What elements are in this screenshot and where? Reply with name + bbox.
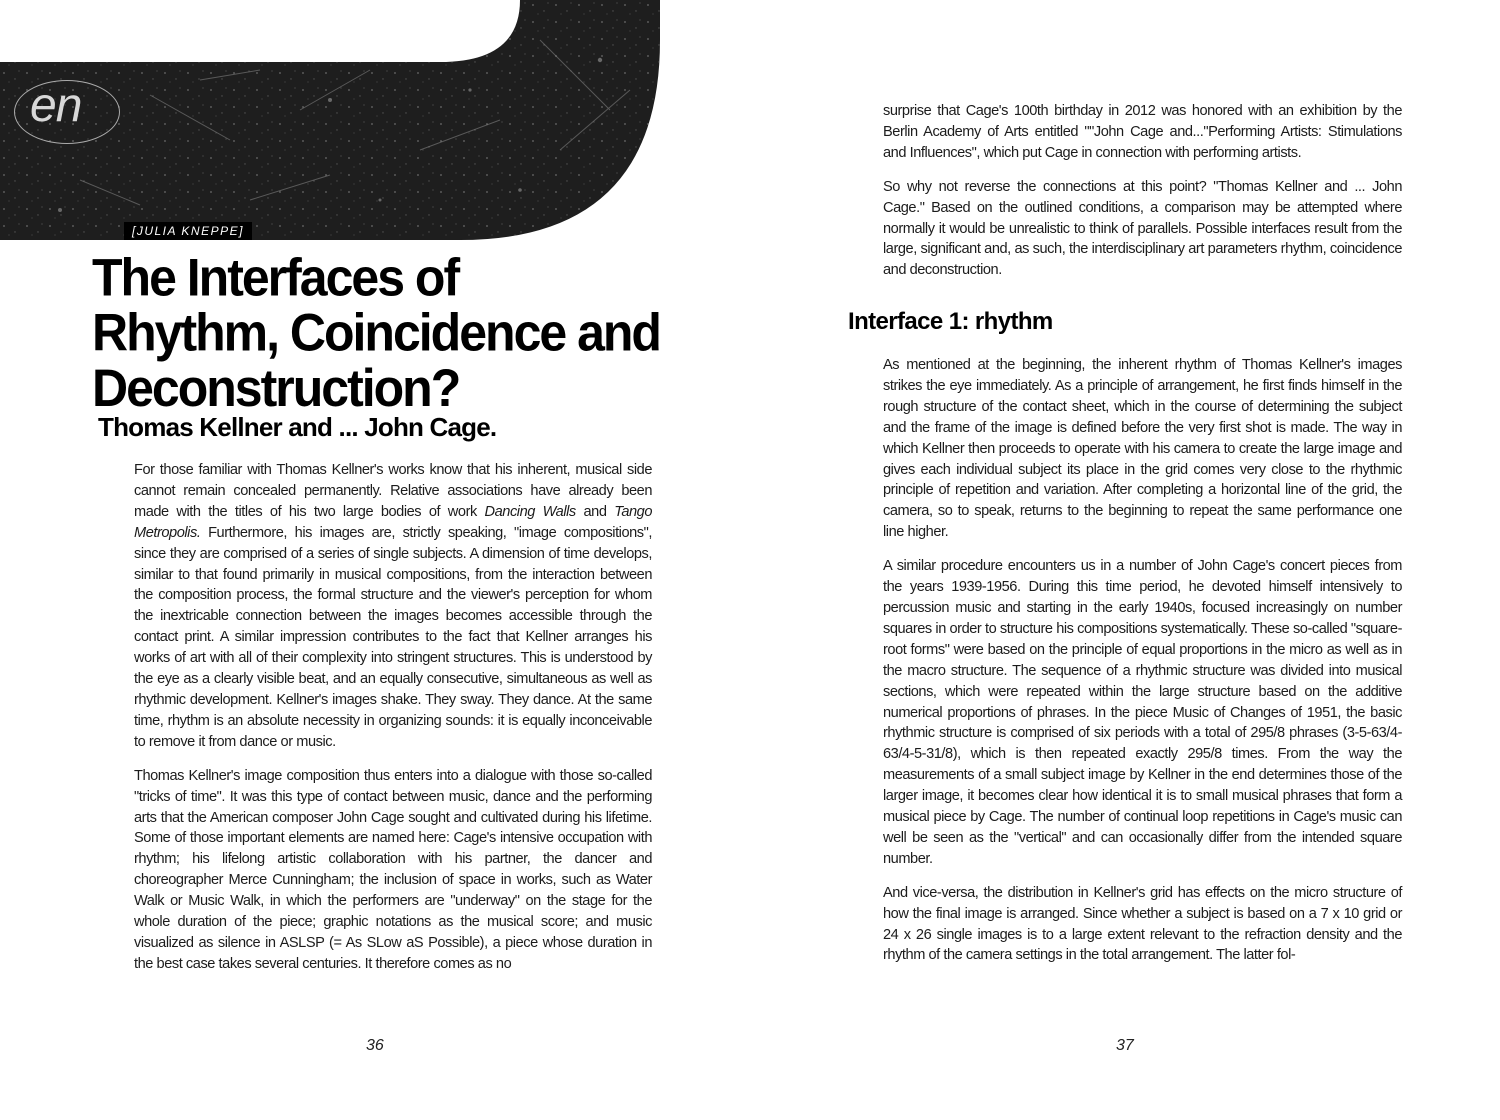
left-text-column (134, 460, 652, 988)
paragraph: As mentioned at the beginning, the inherent rhythm of Thomas Kellner's images strikes the eye immediately. As a principle of arrangement, he first finds himself in the rough structure of the contact sheet, which in the course of determining the subject and the frame of the image is defined before the very first shot is made. The way in which Kellner then proceeds to operate with his camera to create the large image and gives each individual subject its place in the grid comes very close to the rhythmic principle of repetition and variation. After completing a horizontal line of the grid, the camera, so to speak, returns to the beginning to repeat the same performance one line higher. (883, 357, 1402, 541)
article-subtitle: Thomas Kellner and ... John Cage. (98, 412, 497, 442)
paragraph: So why not reverse the connections at this point? "Thomas Kellner and ... John Cage." Based on the outlined conditions, a comparison may be attempted where normally it would be unrealistic to think of parallels. Possible interfaces result from the large, significant and, as such, the interdisciplinary art parameters rhythm, coincidence and deconstruction. (883, 178, 1402, 279)
paragraph (134, 460, 652, 753)
paragraph: And vice-versa, the distribution in Kellner's grid has effects on the micro structure of how the final image is arranged. Since whether a subject is based on a 7 x 10 grid or 24 x 26 single images is to a large extent relevant to the refraction density and the rhythm of the camera settings in the total arrangement. The latter fol- (883, 884, 1402, 964)
title-line-3: Deconstruction? (92, 358, 460, 418)
language-badge: en (30, 79, 82, 132)
work-title: Dancing Walls (484, 503, 576, 520)
title-line-2: Rhythm, Coincidence and (92, 303, 660, 363)
right-text-column-section (883, 355, 1402, 979)
work-title: Tango Metropolis. (134, 503, 652, 541)
paragraph-text: and (575, 503, 615, 520)
right-text-column-top (883, 101, 1402, 294)
author-label: [JULIA KNEPPE] (124, 222, 252, 240)
paragraph-text: Furthermore, his images are, strictly speaking, "image compositions", since they are comprised of a series of single subjects. A dimension of time develops, similar to that found primarily in musical compositions, from the interaction between the composition process, the formal structure and the viewer's perception for whom the inextricable connection between the images becomes accessible through the contact print. A similar impression contributes to the fact that Kellner arranges his works of art with all of their complexity into stringent structures. This is understood by the eye as a clearly visible beat, and an equally consecutive, simultaneous as well as rhythmic development. Kellner's images shake. They sway. They dance. At the same time, rhythm is an absolute necessity in organizing sounds: it is equally inconceivable to remove it from dance or music. (134, 524, 652, 750)
paragraph-text: For those familiar with Thomas Kellner's works know that his inherent, musical side cannot remain concealed permanently. Relative associations have already been made with the titles of his two large bodies of work (134, 462, 652, 520)
page-number: 37 (1116, 1037, 1134, 1054)
paragraph: surprise that Cage's 100th birthday in 2012 was honored with an exhibition by the Berlin Academy of Arts entitled ""John Cage and..."Performing Artists: Stimulations and Influences", which put Cage in connection with performing artists. (883, 103, 1402, 161)
paragraph: A similar procedure encounters us in a number of John Cage's concert pieces from the years 1939-1956. During this time period, he devoted himself intensively to percussion music and starting in the early 1940s, focused increasingly on number squares in order to structure his compositions systematically. These so-called "square-root forms" were based on the principle of equal proportions in the micro as well as in the macro structure. The sequence of a rhythmic structure was divided into musical sections, which were repeated within the large structure based on the additive numerical proportions of phrases. In the piece Music of Changes of 1951, the basic rhythmic structure is comprised of six periods with a total of 295/8 phrases (3-5-63/4-63/4-5-31/8), which is then repeated exactly 295/8 times. From the way the measurements of a small subject image by Kellner in the end determines those of the larger image, it becomes clear how identical it is to small musical phrases that form a musical piece by Cage. The number of continual loop repetitions in Cage's music can well be seen as the "vertical" and can occasionally differ from the intended square number. (883, 558, 1402, 867)
page-number: 36 (366, 1037, 384, 1054)
title-line-1: The Interfaces of (92, 247, 459, 308)
paragraph: Thomas Kellner's image composition thus enters into a dialogue with those so-called "tricks of time". It was this type of contact between music, dance and the performing arts that the American composer John Cage sought and cultivated during his lifetime. Some of those important elements are named here: Cage's intensive occupation with rhythm; his lifelong artistic collaboration with his partner, the dancer and choreographer Merce Cunningham; the inclusion of space in works, such as Water Walk or Music Walk, in which the performers are "underway" on the stage for the whole duration of the piece; graphic notations as the musical score; and music visualized as silence in ASLSP (= As SLow aS Possible), a piece whose duration in the best case takes several centuries. It therefore comes as no (134, 767, 652, 972)
section-heading: Interface 1: rhythm (848, 308, 1053, 335)
article-title (92, 247, 732, 418)
right-page (750, 0, 1500, 1120)
